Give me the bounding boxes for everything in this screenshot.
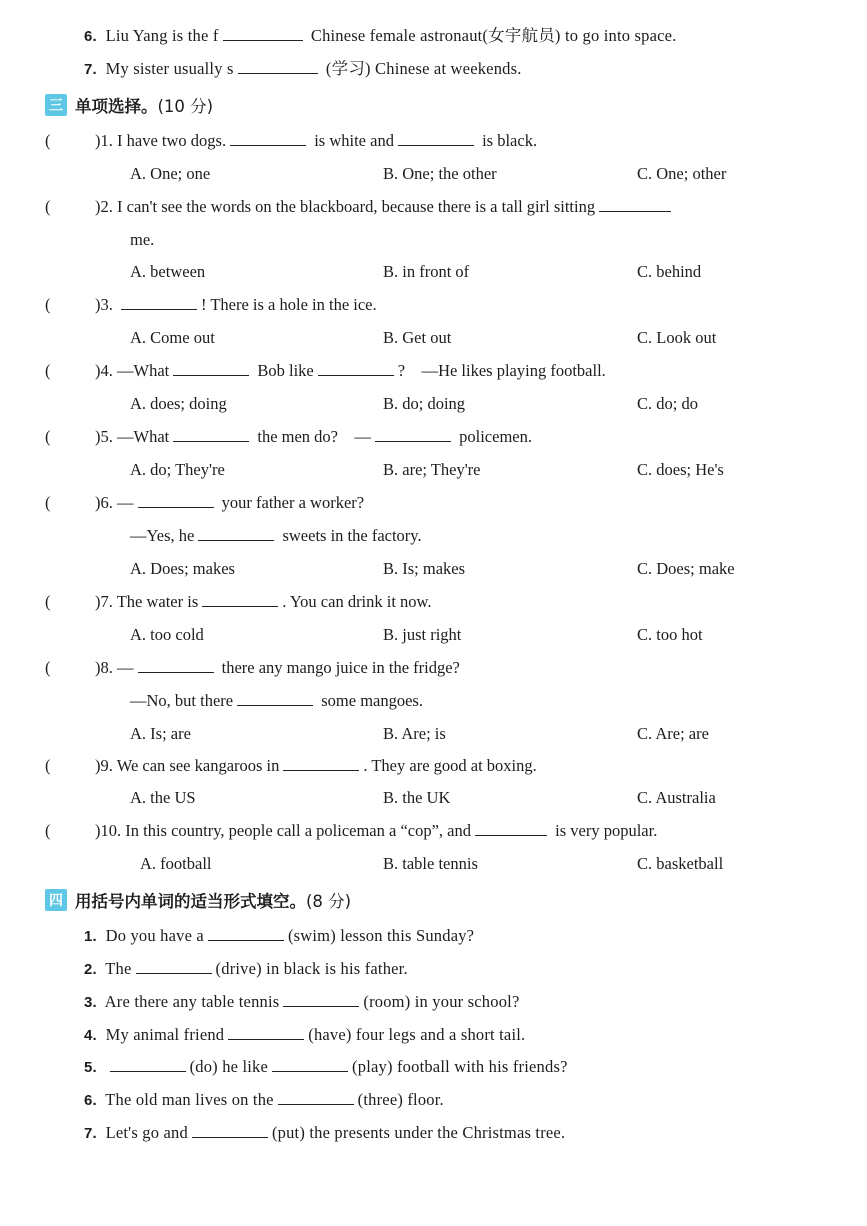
option-a[interactable]: A. do; They're <box>130 460 225 479</box>
answer-blank[interactable] <box>192 1123 268 1138</box>
option-b[interactable]: B. are; They're <box>383 460 481 479</box>
section-badge: 三 <box>45 94 67 116</box>
fill-item-3: 3. Are there any table tennis (room) in your school? <box>84 992 520 1011</box>
option-a[interactable]: A. One; one <box>130 164 211 183</box>
answer-blank[interactable] <box>237 691 313 706</box>
answer-blank[interactable] <box>283 756 359 771</box>
section-3-header <box>45 93 213 117</box>
fill-item-2: 2. The (drive) in black is his father. <box>84 959 408 978</box>
option-a[interactable]: A. does; doing <box>130 394 227 413</box>
answer-blank[interactable] <box>110 1057 186 1072</box>
answer-paren[interactable]: ( <box>45 361 51 380</box>
answer-blank[interactable] <box>198 526 274 541</box>
option-a[interactable]: A. Is; are <box>130 724 191 743</box>
option-c[interactable]: C. basketball <box>637 854 724 873</box>
answer-paren[interactable]: ( <box>45 427 51 446</box>
option-b[interactable]: B. One; the other <box>383 164 497 183</box>
answer-paren[interactable]: ( <box>45 493 51 512</box>
answer-blank[interactable] <box>375 427 451 442</box>
answer-blank[interactable] <box>475 821 547 836</box>
option-c[interactable]: C. does; He's <box>637 460 724 479</box>
option-c[interactable]: C. Does; make <box>637 559 735 578</box>
fill-item-7: 7. Let's go and (put) the presents under the Christmas tree. <box>84 1123 566 1142</box>
answer-paren[interactable]: ( <box>45 592 51 611</box>
option-c[interactable]: C. behind <box>637 262 702 281</box>
fill-item-4: 4. My animal friend (have) four legs and a short tail. <box>84 1025 526 1044</box>
option-a[interactable]: A. between <box>130 262 206 281</box>
question-6-response: —Yes, he sweets in the factory. <box>130 526 422 545</box>
question-8-response: —No, but there some mangoes. <box>130 691 423 710</box>
option-a[interactable]: A. Come out <box>130 328 215 347</box>
option-a[interactable]: A. the US <box>130 788 196 807</box>
answer-blank[interactable] <box>202 592 278 607</box>
answer-paren[interactable]: ( <box>45 197 51 216</box>
top-item-7: 7. My sister usually s (学习) Chinese at weekends. <box>84 59 522 78</box>
answer-blank[interactable] <box>173 427 249 442</box>
option-c[interactable]: C. Are; are <box>637 724 709 743</box>
question-5: )5. —What the men do? — policemen. <box>95 427 532 446</box>
question-7: )7. The water is . You can drink it now. <box>95 592 432 611</box>
option-c[interactable]: C. do; do <box>637 394 698 413</box>
fill-item-1: 1. Do you have a (swim) lesson this Sunday? <box>84 926 475 945</box>
option-b[interactable]: B. Is; makes <box>383 559 466 578</box>
answer-blank[interactable] <box>136 959 212 974</box>
question-9: )9. We can see kangaroos in . They are good at boxing. <box>95 756 537 775</box>
question-8: )8. — there any mango juice in the fridge? <box>95 658 460 677</box>
answer-blank[interactable] <box>228 1025 304 1040</box>
option-b[interactable]: B. do; doing <box>383 394 466 413</box>
answer-blank[interactable] <box>278 1090 354 1105</box>
answer-blank[interactable] <box>173 361 249 376</box>
option-c[interactable]: C. Australia <box>637 788 716 807</box>
option-a[interactable]: A. football <box>140 854 212 873</box>
top-item-6: 6. Liu Yang is the f Chinese female astronaut(女宇航员) to go into space. <box>84 26 677 45</box>
option-c[interactable]: C. One; other <box>637 164 727 183</box>
question-1: )1. I have two dogs. is white and is black. <box>95 131 538 150</box>
answer-blank[interactable] <box>599 197 671 212</box>
question-10: )10. In this country, people call a policeman a “cop”, and is very popular. <box>95 821 658 840</box>
question-6: )6. — your father a worker? <box>95 493 365 512</box>
section-score: (10 分) <box>157 97 214 116</box>
question-4: )4. —What Bob like ? —He likes playing football. <box>95 361 606 380</box>
answer-blank[interactable] <box>138 493 214 508</box>
option-b[interactable]: B. just right <box>383 625 462 644</box>
option-b[interactable]: B. in front of <box>383 262 470 281</box>
option-b[interactable]: B. table tennis <box>383 854 478 873</box>
answer-blank[interactable] <box>238 59 318 74</box>
section-badge: 四 <box>45 889 67 911</box>
answer-blank[interactable] <box>208 926 284 941</box>
question-2: )2. I can't see the words on the blackboard, because there is a tall girl sitting <box>95 197 675 217</box>
answer-blank[interactable] <box>223 26 303 41</box>
question-3: )3. ! There is a hole in the ice. <box>95 295 377 314</box>
fill-item-5: 5. (do) he like (play) football with his friends? <box>84 1057 568 1076</box>
option-b[interactable]: B. Get out <box>383 328 452 347</box>
answer-blank[interactable] <box>121 295 197 310</box>
answer-paren[interactable]: ( <box>45 756 51 775</box>
answer-paren[interactable]: ( <box>45 658 51 677</box>
option-c[interactable]: C. too hot <box>637 625 703 644</box>
answer-paren[interactable]: ( <box>45 295 51 314</box>
answer-blank[interactable] <box>230 131 306 146</box>
answer-blank[interactable] <box>283 992 359 1007</box>
answer-blank[interactable] <box>318 361 394 376</box>
option-c[interactable]: C. Look out <box>637 328 717 347</box>
answer-blank[interactable] <box>398 131 474 146</box>
question-2-continuation: me. <box>130 230 155 249</box>
section-score: (8 分) <box>306 892 352 911</box>
option-b[interactable]: B. the UK <box>383 788 451 807</box>
section-4-header <box>45 888 351 912</box>
option-a[interactable]: A. too cold <box>130 625 204 644</box>
answer-blank[interactable] <box>138 658 214 673</box>
section-title: 用括号内单词的适当形式填空。 <box>75 892 306 911</box>
section-title: 单项选择。 <box>75 97 158 116</box>
option-a[interactable]: A. Does; makes <box>130 559 235 578</box>
answer-paren[interactable]: ( <box>45 821 51 840</box>
answer-paren[interactable]: ( <box>45 131 51 150</box>
option-b[interactable]: B. Are; is <box>383 724 446 743</box>
answer-blank[interactable] <box>272 1057 348 1072</box>
fill-item-6: 6. The old man lives on the (three) floor. <box>84 1090 444 1109</box>
